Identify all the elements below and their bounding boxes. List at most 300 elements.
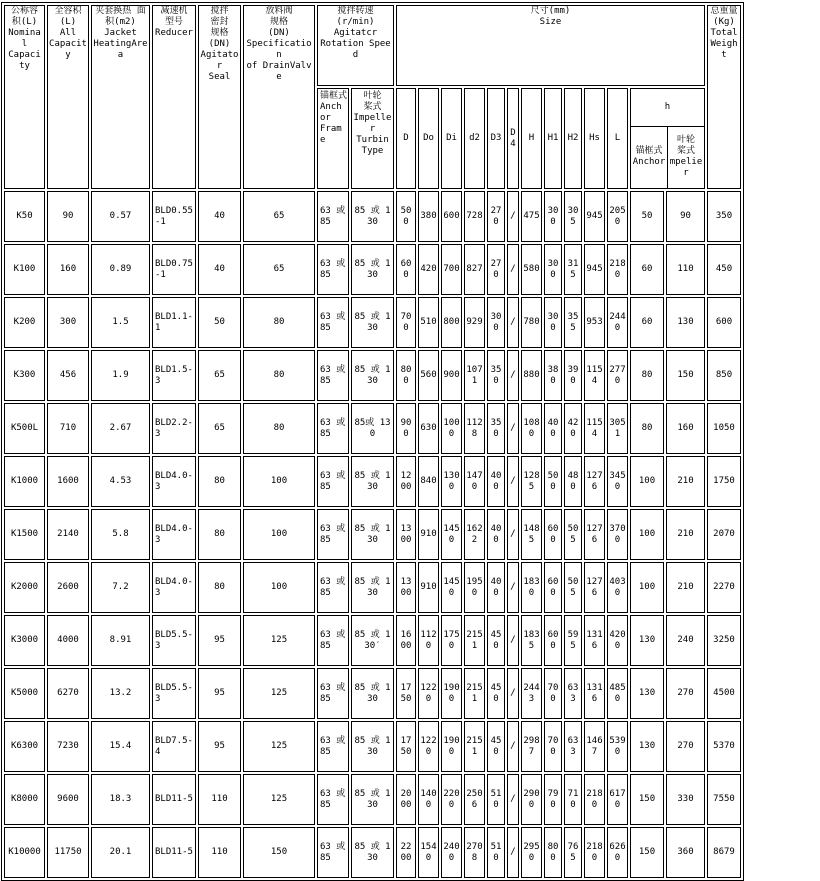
- cell-Do: 1540: [418, 827, 439, 878]
- table-row: [4, 562, 741, 613]
- cell-speed-anchor: 63 或 85: [317, 350, 349, 401]
- cell-jacket-area: 7.2: [91, 562, 150, 613]
- cell-Di: 2200: [441, 774, 462, 825]
- cell-Di: 1900: [441, 721, 462, 772]
- cell-capacity: K100: [4, 244, 45, 295]
- cell-total-weight: 5370: [707, 721, 741, 772]
- cell-h-anchor: 60: [630, 297, 664, 348]
- cell-h-anchor: 60: [630, 244, 664, 295]
- cell-drain-valve: 125: [243, 668, 315, 719]
- header-dim-Di: Di: [441, 88, 462, 189]
- cell-speed-anchor: 63 或 85: [317, 244, 349, 295]
- cell-Do: 560: [418, 350, 439, 401]
- cell-H: 1285: [521, 456, 542, 507]
- cell-speed-anchor: 63 或 85: [317, 509, 349, 560]
- cell-L: 4200: [607, 615, 628, 666]
- cell-H2: 710: [564, 774, 582, 825]
- cell-jacket-area: 0.57: [91, 191, 150, 242]
- cell-seal: 80: [198, 562, 241, 613]
- cell-capacity: K5000: [4, 668, 45, 719]
- cell-d2: 728: [464, 191, 485, 242]
- cell-speed-anchor: 63 或 85: [317, 774, 349, 825]
- cell-h-impeller: 210: [666, 562, 705, 613]
- cell-drain-valve: 65: [243, 191, 315, 242]
- cell-capacity: K300: [4, 350, 45, 401]
- table-row: [4, 403, 741, 454]
- cell-H2: 355: [564, 297, 582, 348]
- cell-jacket-area: 0.89: [91, 244, 150, 295]
- cell-D: 600: [396, 244, 416, 295]
- cell-total-volume: 7230: [47, 721, 89, 772]
- cell-D3: 400: [487, 562, 505, 613]
- cell-seal: 110: [198, 774, 241, 825]
- cell-H1: 300: [544, 297, 562, 348]
- cell-D4: /: [507, 509, 519, 560]
- cell-d2: 1071: [464, 350, 485, 401]
- cell-D4: /: [507, 721, 519, 772]
- cell-d2: 1128: [464, 403, 485, 454]
- cell-total-weight: 2270: [707, 562, 741, 613]
- cell-H2: 595: [564, 615, 582, 666]
- cell-total-volume: 4000: [47, 615, 89, 666]
- header-speed-anchor: 锚框式 Anchor Frame: [317, 88, 349, 189]
- cell-D3: 400: [487, 509, 505, 560]
- cell-H1: 600: [544, 562, 562, 613]
- spec-table-body: [4, 191, 741, 878]
- cell-H2: 420: [564, 403, 582, 454]
- cell-jacket-area: 5.8: [91, 509, 150, 560]
- cell-speed-turbine: 85 或 130: [351, 191, 394, 242]
- header-h-impeller: 叶轮 桨式 mpelier: [669, 135, 703, 179]
- header-h-anchor: 锚框式 Anchor: [631, 126, 668, 188]
- cell-capacity: K2000: [4, 562, 45, 613]
- cell-D: 1300: [396, 562, 416, 613]
- cell-jacket-area: 1.5: [91, 297, 150, 348]
- header-total-weight: 总重量 (Kg) Total Weight: [707, 5, 741, 189]
- cell-Hs: 1276: [584, 509, 605, 560]
- cell-total-volume: 2140: [47, 509, 89, 560]
- header-dim-D3: D3: [487, 88, 505, 189]
- cell-reducer: BLD5.5-3: [152, 615, 196, 666]
- cell-Do: 420: [418, 244, 439, 295]
- table-row: [4, 191, 741, 242]
- cell-Do: 840: [418, 456, 439, 507]
- cell-H1: 600: [544, 615, 562, 666]
- cell-d2: 2151: [464, 615, 485, 666]
- cell-H1: 300: [544, 244, 562, 295]
- cell-total-volume: 456: [47, 350, 89, 401]
- cell-Hs: 1154: [584, 403, 605, 454]
- cell-jacket-area: 18.3: [91, 774, 150, 825]
- table-row: [4, 456, 741, 507]
- cell-capacity: K1000: [4, 456, 45, 507]
- cell-Hs: 1316: [584, 668, 605, 719]
- cell-total-volume: 11750: [47, 827, 89, 878]
- header-reducer: 减速机 型号 Reducer: [152, 5, 196, 189]
- cell-Do: 380: [418, 191, 439, 242]
- table-row: [4, 774, 741, 825]
- cell-reducer: BLD0.55-1: [152, 191, 196, 242]
- cell-H: 475: [521, 191, 542, 242]
- cell-total-volume: 90: [47, 191, 89, 242]
- cell-d2: 2151: [464, 721, 485, 772]
- cell-seal: 50: [198, 297, 241, 348]
- cell-H2: 305: [564, 191, 582, 242]
- cell-H2: 480: [564, 456, 582, 507]
- cell-total-volume: 6270: [47, 668, 89, 719]
- cell-jacket-area: 8.91: [91, 615, 150, 666]
- cell-D3: 270: [487, 191, 505, 242]
- cell-Di: 2400: [441, 827, 462, 878]
- cell-H: 2443: [521, 668, 542, 719]
- cell-L: 3051: [607, 403, 628, 454]
- cell-H1: 600: [544, 509, 562, 560]
- cell-jacket-area: 20.1: [91, 827, 150, 878]
- cell-H: 780: [521, 297, 542, 348]
- header-dim-H2: H2: [564, 88, 582, 189]
- cell-Di: 1900: [441, 668, 462, 719]
- cell-drain-valve: 80: [243, 297, 315, 348]
- cell-seal: 40: [198, 191, 241, 242]
- cell-Di: 700: [441, 244, 462, 295]
- cell-capacity: K50: [4, 191, 45, 242]
- cell-drain-valve: 80: [243, 350, 315, 401]
- cell-H2: 633: [564, 721, 582, 772]
- cell-Do: 1220: [418, 721, 439, 772]
- cell-speed-turbine: 85或 130: [351, 403, 394, 454]
- cell-D: 2200: [396, 827, 416, 878]
- cell-d2: 929: [464, 297, 485, 348]
- cell-H2: 765: [564, 827, 582, 878]
- cell-seal: 40: [198, 244, 241, 295]
- cell-Do: 510: [418, 297, 439, 348]
- cell-speed-turbine: 85 或 130: [351, 668, 394, 719]
- cell-D4: /: [507, 562, 519, 613]
- cell-reducer: BLD11-5: [152, 774, 196, 825]
- cell-reducer: BLD11-5: [152, 827, 196, 878]
- cell-D: 900: [396, 403, 416, 454]
- cell-h-anchor: 100: [630, 509, 664, 560]
- cell-capacity: K3000: [4, 615, 45, 666]
- cell-H2: 390: [564, 350, 582, 401]
- cell-D4: /: [507, 403, 519, 454]
- cell-D3: 450: [487, 721, 505, 772]
- cell-Hs: 1316: [584, 615, 605, 666]
- cell-Hs: 2180: [584, 774, 605, 825]
- cell-D: 2000: [396, 774, 416, 825]
- cell-D3: 400: [487, 456, 505, 507]
- cell-reducer: BLD4.0-3: [152, 509, 196, 560]
- cell-reducer: BLD2.2-3: [152, 403, 196, 454]
- cell-h-impeller: 210: [666, 456, 705, 507]
- cell-total-weight: 3250: [707, 615, 741, 666]
- table-row: [4, 297, 741, 348]
- cell-D3: 350: [487, 350, 505, 401]
- cell-speed-anchor: 63 或 85: [317, 456, 349, 507]
- cell-reducer: BLD4.0-3: [152, 562, 196, 613]
- cell-Do: 910: [418, 562, 439, 613]
- cell-capacity: K1500: [4, 509, 45, 560]
- cell-reducer: BLD4.0-3: [152, 456, 196, 507]
- table-row: [4, 827, 741, 878]
- cell-capacity: K8000: [4, 774, 45, 825]
- header-dim-H: H: [521, 88, 542, 189]
- cell-H1: 790: [544, 774, 562, 825]
- cell-D4: /: [507, 350, 519, 401]
- cell-D: 1750: [396, 668, 416, 719]
- cell-D: 1600: [396, 615, 416, 666]
- cell-h-anchor: 130: [630, 615, 664, 666]
- cell-Hs: 945: [584, 191, 605, 242]
- cell-L: 2440: [607, 297, 628, 348]
- cell-H1: 800: [544, 827, 562, 878]
- cell-h-anchor: 150: [630, 774, 664, 825]
- cell-H1: 700: [544, 668, 562, 719]
- cell-D: 700: [396, 297, 416, 348]
- cell-h-impeller: 110: [666, 244, 705, 295]
- header-dim-D: D: [396, 88, 416, 189]
- cell-seal: 95: [198, 668, 241, 719]
- cell-L: 2770: [607, 350, 628, 401]
- cell-Hs: 1154: [584, 350, 605, 401]
- cell-L: 5390: [607, 721, 628, 772]
- cell-L: 3700: [607, 509, 628, 560]
- cell-seal: 95: [198, 615, 241, 666]
- cell-L: 6260: [607, 827, 628, 878]
- header-drain-valve: 放料阀 规格 (DN) Specification of DrainValve: [243, 5, 315, 189]
- cell-total-weight: 1750: [707, 456, 741, 507]
- cell-total-weight: 1050: [707, 403, 741, 454]
- cell-total-weight: 600: [707, 297, 741, 348]
- header-total-volume: 全容积 (L) All Capacity: [47, 5, 89, 189]
- cell-total-weight: 7550: [707, 774, 741, 825]
- cell-Di: 1450: [441, 562, 462, 613]
- cell-d2: 1622: [464, 509, 485, 560]
- cell-D: 1750: [396, 721, 416, 772]
- cell-d2: 827: [464, 244, 485, 295]
- cell-speed-anchor: 63 或 85: [317, 827, 349, 878]
- cell-jacket-area: 15.4: [91, 721, 150, 772]
- cell-Hs: 2180: [584, 827, 605, 878]
- cell-drain-valve: 150: [243, 827, 315, 878]
- cell-h-impeller: 160: [666, 403, 705, 454]
- cell-Di: 1450: [441, 509, 462, 560]
- cell-speed-turbine: 85 或 130: [351, 244, 394, 295]
- cell-h-anchor: 80: [630, 350, 664, 401]
- cell-capacity: K500L: [4, 403, 45, 454]
- cell-h-impeller: 90: [666, 191, 705, 242]
- cell-reducer: BLD7.5-4: [152, 721, 196, 772]
- cell-speed-anchor: 63 或 85: [317, 668, 349, 719]
- cell-total-weight: 4500: [707, 668, 741, 719]
- cell-D4: /: [507, 774, 519, 825]
- cell-H: 2950: [521, 827, 542, 878]
- cell-h-anchor: 130: [630, 668, 664, 719]
- cell-D4: /: [507, 668, 519, 719]
- cell-H: 1080: [521, 403, 542, 454]
- cell-h-anchor: 50: [630, 191, 664, 242]
- cell-capacity: K10000: [4, 827, 45, 878]
- header-dim-L: L: [607, 88, 628, 189]
- cell-speed-turbine: 85 或 130: [351, 721, 394, 772]
- cell-L: 4030: [607, 562, 628, 613]
- cell-h-impeller: 240: [666, 615, 705, 666]
- header-dim-Do: Do: [418, 88, 439, 189]
- cell-D: 500: [396, 191, 416, 242]
- cell-total-volume: 300: [47, 297, 89, 348]
- cell-L: 6170: [607, 774, 628, 825]
- cell-h-anchor: 130: [630, 721, 664, 772]
- cell-drain-valve: 80: [243, 403, 315, 454]
- cell-H: 2900: [521, 774, 542, 825]
- cell-Di: 600: [441, 191, 462, 242]
- cell-reducer: BLD0.75-1: [152, 244, 196, 295]
- cell-h-impeller: 130: [666, 297, 705, 348]
- cell-capacity: K200: [4, 297, 45, 348]
- cell-drain-valve: 125: [243, 615, 315, 666]
- cell-Do: 910: [418, 509, 439, 560]
- header-speed-turbine: 叶轮 桨式 Impeller Turbin Type: [351, 88, 394, 189]
- cell-H1: 380: [544, 350, 562, 401]
- cell-drain-valve: 100: [243, 456, 315, 507]
- cell-D3: 300: [487, 297, 505, 348]
- cell-D4: /: [507, 615, 519, 666]
- cell-d2: 1950: [464, 562, 485, 613]
- cell-h-anchor: 100: [630, 456, 664, 507]
- cell-D: 800: [396, 350, 416, 401]
- cell-speed-turbine: 85 或 130: [351, 774, 394, 825]
- cell-L: 2050: [607, 191, 628, 242]
- cell-seal: 110: [198, 827, 241, 878]
- header-h: [630, 88, 705, 189]
- cell-D3: 450: [487, 668, 505, 719]
- cell-H: 880: [521, 350, 542, 401]
- cell-h-impeller: 150: [666, 350, 705, 401]
- cell-h-impeller: 210: [666, 509, 705, 560]
- cell-speed-turbine: 85 或 130′: [351, 615, 394, 666]
- cell-h-anchor: 100: [630, 562, 664, 613]
- header-capacity: 公称容 积(L) Nominal Capacity: [4, 5, 45, 189]
- cell-Hs: 1276: [584, 562, 605, 613]
- cell-Hs: 1467: [584, 721, 605, 772]
- table-row: [4, 350, 741, 401]
- header-jacket-area: 夹套换热 面 积(m2) Jacket HeatingArea: [91, 5, 150, 189]
- cell-h-impeller: 360: [666, 827, 705, 878]
- cell-Di: 1300: [441, 456, 462, 507]
- header-h-label: h: [631, 89, 704, 126]
- cell-total-volume: 710: [47, 403, 89, 454]
- cell-D4: /: [507, 827, 519, 878]
- cell-H2: 633: [564, 668, 582, 719]
- cell-h-impeller: 270: [666, 668, 705, 719]
- header-agitator-seal: 搅拌 密封 规格 (DN) Agitator Seal: [198, 5, 241, 189]
- cell-jacket-area: 2.67: [91, 403, 150, 454]
- cell-jacket-area: 4.53: [91, 456, 150, 507]
- cell-total-weight: 350: [707, 191, 741, 242]
- cell-Do: 630: [418, 403, 439, 454]
- cell-Di: 900: [441, 350, 462, 401]
- cell-D3: 350: [487, 403, 505, 454]
- cell-Do: 1400: [418, 774, 439, 825]
- cell-speed-turbine: 85 或 130: [351, 297, 394, 348]
- cell-total-volume: 1600: [47, 456, 89, 507]
- cell-D4: /: [507, 456, 519, 507]
- cell-total-weight: 450: [707, 244, 741, 295]
- cell-total-volume: 9600: [47, 774, 89, 825]
- header-dim-Hs: Hs: [584, 88, 605, 189]
- cell-H2: 505: [564, 562, 582, 613]
- cell-H2: 315: [564, 244, 582, 295]
- cell-d2: 2506: [464, 774, 485, 825]
- cell-D4: /: [507, 191, 519, 242]
- cell-d2: 2708: [464, 827, 485, 878]
- header-rotation-speed: 搅拌转速 (r/min) Agitatcr Rotation Speed: [317, 5, 394, 86]
- cell-H1: 400: [544, 403, 562, 454]
- cell-reducer: BLD5.5-3: [152, 668, 196, 719]
- cell-speed-anchor: 63 或 85: [317, 721, 349, 772]
- cell-L: 3450: [607, 456, 628, 507]
- cell-speed-anchor: 63 或 85: [317, 615, 349, 666]
- cell-speed-anchor: 63 或 85: [317, 403, 349, 454]
- cell-speed-anchor: 63 或 85: [317, 297, 349, 348]
- cell-D3: 510: [487, 774, 505, 825]
- table-row: [4, 615, 741, 666]
- cell-speed-turbine: 85 或 130: [351, 827, 394, 878]
- cell-speed-anchor: 63 或 85: [317, 562, 349, 613]
- cell-capacity: K6300: [4, 721, 45, 772]
- cell-reducer: BLD1.1-1: [152, 297, 196, 348]
- cell-drain-valve: 100: [243, 562, 315, 613]
- header-row-top: [4, 5, 741, 86]
- cell-speed-anchor: 63 或 85: [317, 191, 349, 242]
- cell-Hs: 945: [584, 244, 605, 295]
- cell-H2: 505: [564, 509, 582, 560]
- cell-D4: /: [507, 297, 519, 348]
- cell-Di: 1750: [441, 615, 462, 666]
- cell-Di: 1000: [441, 403, 462, 454]
- header-dim-D4: D4: [507, 88, 519, 189]
- cell-seal: 80: [198, 456, 241, 507]
- cell-speed-turbine: 85 或 130: [351, 509, 394, 560]
- cell-d2: 1470: [464, 456, 485, 507]
- cell-drain-valve: 125: [243, 774, 315, 825]
- reactor-spec-table: [1, 2, 744, 881]
- cell-h-impeller: 330: [666, 774, 705, 825]
- cell-total-weight: 850: [707, 350, 741, 401]
- header-size: 尺寸(mm) Size: [396, 5, 705, 86]
- cell-h-anchor: 150: [630, 827, 664, 878]
- cell-H: 580: [521, 244, 542, 295]
- cell-seal: 65: [198, 350, 241, 401]
- cell-H: 1830: [521, 562, 542, 613]
- cell-Hs: 1276: [584, 456, 605, 507]
- cell-H: 1485: [521, 509, 542, 560]
- cell-Do: 1220: [418, 668, 439, 719]
- cell-speed-turbine: 85 或 130: [351, 562, 394, 613]
- cell-H: 1835: [521, 615, 542, 666]
- header-dim-H1: H1: [544, 88, 562, 189]
- table-row: [4, 244, 741, 295]
- cell-Di: 800: [441, 297, 462, 348]
- cell-jacket-area: 1.9: [91, 350, 150, 401]
- cell-D4: /: [507, 244, 519, 295]
- cell-speed-turbine: 85 或 130: [351, 350, 394, 401]
- cell-drain-valve: 65: [243, 244, 315, 295]
- cell-L: 4850: [607, 668, 628, 719]
- cell-total-volume: 160: [47, 244, 89, 295]
- cell-Do: 1120: [418, 615, 439, 666]
- cell-D3: 510: [487, 827, 505, 878]
